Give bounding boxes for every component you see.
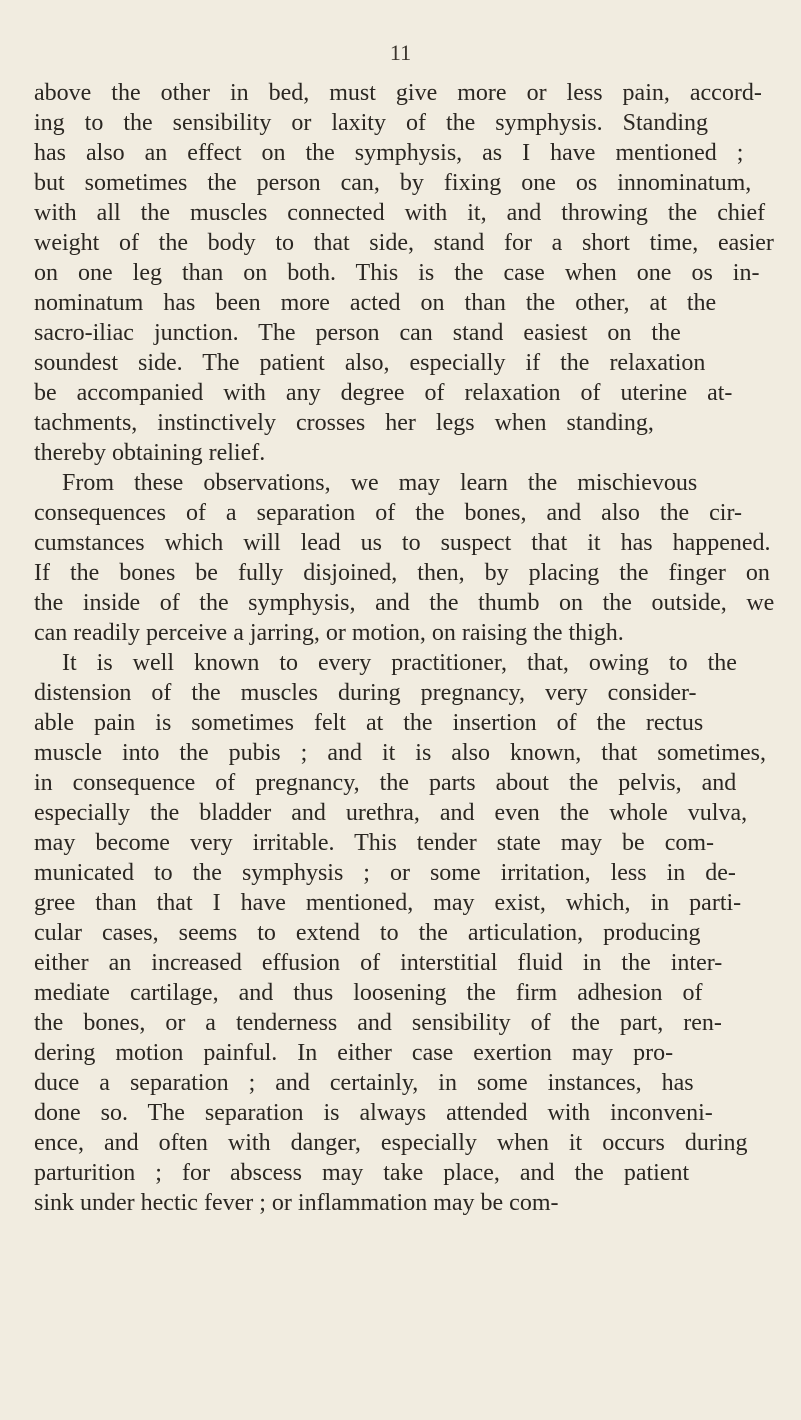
text-line: consequences of a separation of the bones, and also the cir- xyxy=(34,500,742,526)
text-line: If the bones be fully disjoined, then, by placing the finger on xyxy=(34,560,770,586)
text-line: ence, and often with danger, especially when it occurs during xyxy=(34,1130,748,1156)
text-line: be accompanied with any degree of relaxation of uterine at- xyxy=(34,380,733,406)
text-line: has also an effect on the symphysis, as I have mentioned ; xyxy=(34,140,744,166)
page-number: 11 xyxy=(389,40,412,65)
text-line: on one leg than on both. This is the case when one os in- xyxy=(34,260,760,286)
text-line: parturition ; for abscess may take place, and the patient xyxy=(34,1160,690,1186)
text-line: duce a separation ; and certainly, in some instances, has xyxy=(34,1070,694,1096)
text-line: but sometimes the person can, by fixing one os innominatum, xyxy=(34,170,752,196)
text-line: cumstances which will lead us to suspect that it has happened. xyxy=(34,530,771,556)
text-line: especially the bladder and urethra, and even the whole vulva, xyxy=(34,800,748,826)
text-line: either an increased effusion of interstitial fluid in the inter- xyxy=(34,950,723,976)
text-line: thereby obtaining relief. xyxy=(34,440,266,466)
text-line: ing to the sensibility or laxity of the symphysis. Standing xyxy=(34,110,708,136)
text-line: muscle into the pubis ; and it is also known, that sometimes, xyxy=(34,740,766,766)
text-line: done so. The separation is always attended with inconveni- xyxy=(34,1100,713,1126)
text-line: dering motion painful. In either case exertion may pro- xyxy=(34,1040,674,1066)
paragraph-start-line: From these observations, we may learn the mischievous xyxy=(62,470,698,496)
text-line: sacro-iliac junction. The person can stand easiest on the xyxy=(34,320,681,346)
text-line: soundest side. The patient also, especially if the relaxation xyxy=(34,350,706,376)
text-line: gree than that I have mentioned, may exist, which, in parti- xyxy=(34,890,742,916)
body-text xyxy=(34,78,774,1218)
text-line: in consequence of pregnancy, the parts about the pelvis, and xyxy=(34,770,737,796)
text-line: weight of the body to that side, stand for a short time, easier xyxy=(34,230,774,256)
text-line: can readily perceive a jarring, or motion, on raising the thigh. xyxy=(34,620,624,646)
text-line: sink under hectic fever ; or inflammation may be com- xyxy=(34,1190,559,1216)
text-line: the bones, or a tenderness and sensibility of the part, ren- xyxy=(34,1010,722,1036)
text-line: with all the muscles connected with it, and throwing the chief xyxy=(34,200,766,226)
text-line: may become very irritable. This tender state may be com- xyxy=(34,830,715,856)
text-line: tachments, instinctively crosses her legs when standing, xyxy=(34,410,654,436)
text-line: nominatum has been more acted on than the other, at the xyxy=(34,290,717,316)
text-line: mediate cartilage, and thus loosening the firm adhesion of xyxy=(34,980,703,1006)
text-line: distension of the muscles during pregnancy, very consider- xyxy=(34,680,697,706)
paragraph-start-line: It is well known to every practitioner, that, owing to the xyxy=(62,650,737,676)
text-line: cular cases, seems to extend to the articulation, producing xyxy=(34,920,701,946)
text-line: able pain is sometimes felt at the insertion of the rectus xyxy=(34,710,704,736)
text-line: above the other in bed, must give more or less pain, accord- xyxy=(34,80,762,106)
text-line: the inside of the symphysis, and the thumb on the outside, we xyxy=(34,590,775,616)
text-line: municated to the symphysis ; or some irritation, less in de- xyxy=(34,860,736,886)
